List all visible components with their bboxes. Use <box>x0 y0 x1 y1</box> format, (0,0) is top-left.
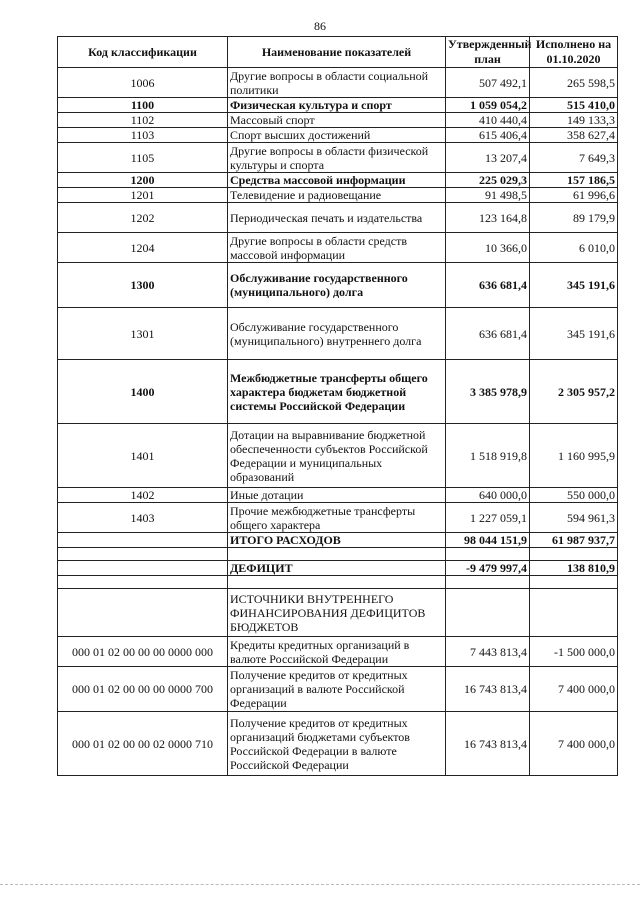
row-name: Иные дотации <box>228 488 446 503</box>
row-plan: 636 681,4 <box>446 263 530 308</box>
row-name: ИТОГО РАСХОДОВ <box>228 533 446 548</box>
row-plan: 98 044 151,9 <box>446 533 530 548</box>
header-done: Исполнено на 01.10.2020 <box>530 37 618 68</box>
row-done: -1 500 000,0 <box>530 637 618 667</box>
table-row <box>58 667 618 712</box>
row-plan: 507 492,1 <box>446 68 530 98</box>
row-done: 149 133,3 <box>530 113 618 128</box>
table-row <box>58 424 618 488</box>
row-name: Массовый спорт <box>228 113 446 128</box>
row-name: Спорт высших достижений <box>228 128 446 143</box>
row-code <box>58 589 228 637</box>
row-done: 515 410,0 <box>530 98 618 113</box>
table-row <box>58 561 618 576</box>
row-name: Телевидение и радиовещание <box>228 188 446 203</box>
row-name: ИСТОЧНИКИ ВНУТРЕННЕГО ФИНАНСИРОВАНИЯ ДЕФИЦИТОВ БЮДЖЕТОВ <box>228 589 446 637</box>
row-done: 550 000,0 <box>530 488 618 503</box>
row-plan: 16 743 813,4 <box>446 667 530 712</box>
row-plan: 1 518 919,8 <box>446 424 530 488</box>
row-name: Другие вопросы в области социальной политики <box>228 68 446 98</box>
row-done: 7 400 000,0 <box>530 667 618 712</box>
table-row <box>58 173 618 188</box>
table-row <box>58 576 618 589</box>
table-row <box>58 113 618 128</box>
row-name: Кредиты кредитных организаций в валюте Российской Федерации <box>228 637 446 667</box>
row-done: 7 400 000,0 <box>530 712 618 776</box>
row-code: 1204 <box>58 233 228 263</box>
row-plan: 123 164,8 <box>446 203 530 233</box>
row-plan: 7 443 813,4 <box>446 637 530 667</box>
row-code <box>58 533 228 548</box>
row-code: 1403 <box>58 503 228 533</box>
row-plan: 13 207,4 <box>446 143 530 173</box>
row-done: 61 996,6 <box>530 188 618 203</box>
table-row <box>58 263 618 308</box>
row-code: 1301 <box>58 308 228 360</box>
row-code: 000 01 02 00 00 00 0000 700 <box>58 667 228 712</box>
row-plan: 3 385 978,9 <box>446 360 530 424</box>
row-plan: 636 681,4 <box>446 308 530 360</box>
table-row <box>58 308 618 360</box>
row-name: ДЕФИЦИТ <box>228 561 446 576</box>
row-code: 1402 <box>58 488 228 503</box>
row-name: Межбюджетные трансферты общего характера бюджетам бюджетной системы Российской Федерации <box>228 360 446 424</box>
table-row <box>58 360 618 424</box>
row-done: 157 186,5 <box>530 173 618 188</box>
table-row <box>58 128 618 143</box>
table-row <box>58 98 618 113</box>
row-done: 1 160 995,9 <box>530 424 618 488</box>
row-done: 345 191,6 <box>530 263 618 308</box>
table-row <box>58 488 618 503</box>
row-done: 7 649,3 <box>530 143 618 173</box>
table-header-row <box>58 37 618 68</box>
row-code: 1100 <box>58 98 228 113</box>
row-name: Дотации на выравнивание бюджетной обеспеченности субъектов Российской Федерации и муниципальных образований <box>228 424 446 488</box>
row-plan: 225 029,3 <box>446 173 530 188</box>
row-plan: 1 059 054,2 <box>446 98 530 113</box>
row-code: 1401 <box>58 424 228 488</box>
row-name: Получение кредитов от кредитных организаций в валюте Российской Федерации <box>228 667 446 712</box>
row-code: 1200 <box>58 173 228 188</box>
table-row <box>58 637 618 667</box>
row-code <box>58 561 228 576</box>
row-code: 1006 <box>58 68 228 98</box>
header-code: Код классификации <box>58 37 228 68</box>
header-plan: Утвержденный план <box>446 37 530 68</box>
row-done: 2 305 957,2 <box>530 360 618 424</box>
row-plan <box>446 548 530 561</box>
row-done: 265 598,5 <box>530 68 618 98</box>
budget-table <box>57 36 618 776</box>
row-code <box>58 548 228 561</box>
row-code: 1400 <box>58 360 228 424</box>
table-row <box>58 548 618 561</box>
row-plan: 410 440,4 <box>446 113 530 128</box>
row-name <box>228 548 446 561</box>
row-name: Обслуживание государственного (муниципального) внутреннего долга <box>228 308 446 360</box>
table-row <box>58 143 618 173</box>
row-done: 89 179,9 <box>530 203 618 233</box>
table-row <box>58 203 618 233</box>
row-done: 594 961,3 <box>530 503 618 533</box>
scan-edge-line <box>0 884 640 885</box>
row-plan: -9 479 997,4 <box>446 561 530 576</box>
row-name: Периодическая печать и издательства <box>228 203 446 233</box>
row-name: Получение кредитов от кредитных организаций бюджетами субъектов Российской Федерации в валюте Российской Федерации <box>228 712 446 776</box>
row-name: Другие вопросы в области средств массовой информации <box>228 233 446 263</box>
row-plan: 615 406,4 <box>446 128 530 143</box>
row-code: 1201 <box>58 188 228 203</box>
table-row <box>58 68 618 98</box>
row-plan: 16 743 813,4 <box>446 712 530 776</box>
table-row <box>58 533 618 548</box>
row-code: 1103 <box>58 128 228 143</box>
row-name: Прочие межбюджетные трансферты общего характера <box>228 503 446 533</box>
row-plan: 91 498,5 <box>446 188 530 203</box>
table-body <box>58 68 618 776</box>
row-plan: 10 366,0 <box>446 233 530 263</box>
row-done: 358 627,4 <box>530 128 618 143</box>
row-name: Другие вопросы в области физической культуры и спорта <box>228 143 446 173</box>
row-code: 000 01 02 00 00 02 0000 710 <box>58 712 228 776</box>
row-plan <box>446 576 530 589</box>
row-code: 1105 <box>58 143 228 173</box>
row-done: 61 987 937,7 <box>530 533 618 548</box>
row-done: 345 191,6 <box>530 308 618 360</box>
table-row <box>58 188 618 203</box>
table-row <box>58 503 618 533</box>
row-code <box>58 576 228 589</box>
row-name: Обслуживание государственного (муниципального) долга <box>228 263 446 308</box>
row-done: 138 810,9 <box>530 561 618 576</box>
row-code: 000 01 02 00 00 00 0000 000 <box>58 637 228 667</box>
table-row <box>58 233 618 263</box>
row-name: Средства массовой информации <box>228 173 446 188</box>
row-name: Физическая культура и спорт <box>228 98 446 113</box>
page-number: 86 <box>314 19 326 33</box>
table-row <box>58 589 618 637</box>
row-name <box>228 576 446 589</box>
row-done <box>530 548 618 561</box>
row-code: 1300 <box>58 263 228 308</box>
row-plan <box>446 589 530 637</box>
table-row <box>58 712 618 776</box>
row-done <box>530 576 618 589</box>
row-done: 6 010,0 <box>530 233 618 263</box>
row-done <box>530 589 618 637</box>
header-name: Наименование показателей <box>228 37 446 68</box>
row-code: 1102 <box>58 113 228 128</box>
row-plan: 640 000,0 <box>446 488 530 503</box>
row-code: 1202 <box>58 203 228 233</box>
row-plan: 1 227 059,1 <box>446 503 530 533</box>
